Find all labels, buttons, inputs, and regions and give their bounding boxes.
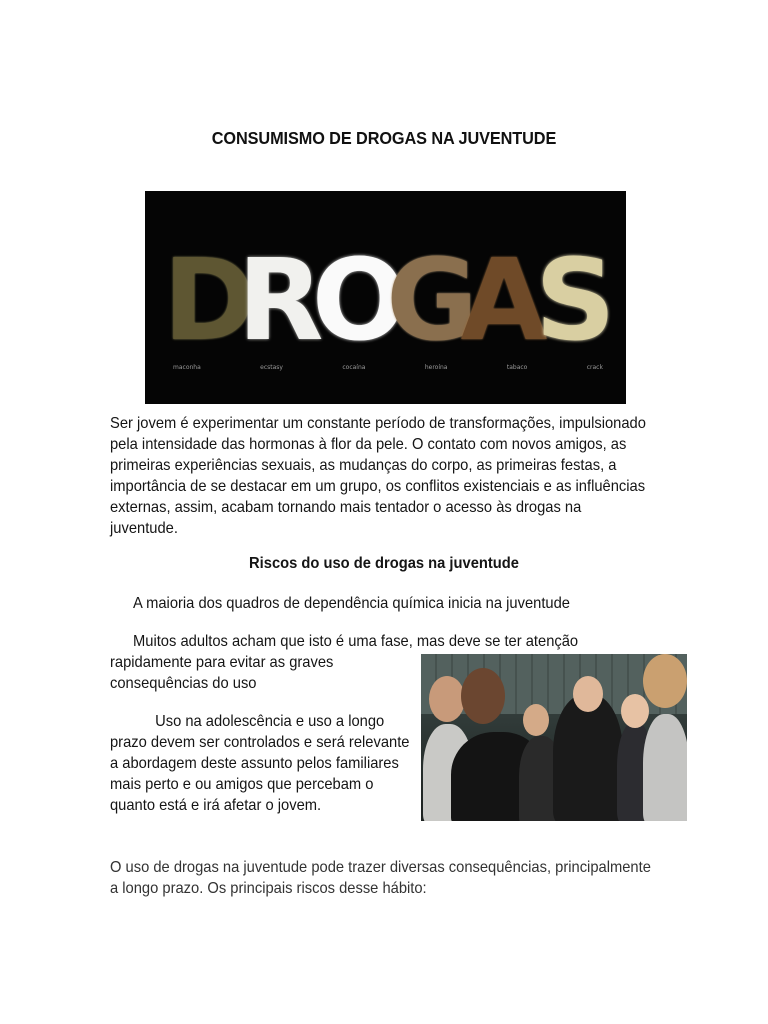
banner-letter: D (163, 236, 256, 366)
banner-letter: A (460, 236, 548, 366)
banner-letter: R (237, 236, 324, 366)
banner-caption: crack (586, 364, 603, 371)
banner-captions (173, 364, 603, 371)
paragraph-adults-rest: rapidamente para evitar as graves consequências do uso (110, 654, 334, 692)
photo-head (461, 668, 505, 724)
banner-word (163, 236, 616, 366)
photo-head (573, 676, 603, 712)
section-title: Riscos do uso de drogas na juventude (249, 555, 519, 572)
banner-letter: G (386, 236, 479, 366)
paragraph-consequences: O uso de drogas na juventude pode trazer diversas consequências, principalmente a longo prazo. Os principais riscos desse hábito: (110, 859, 651, 897)
photo-head (621, 694, 649, 728)
document-title: CONSUMISMO DE DROGAS NA JUVENTUDE (211, 128, 557, 148)
banner-letter: S (534, 236, 616, 366)
paragraph-dependency: A maioria dos quadros de dependência química inicia na juventude (133, 595, 570, 612)
drogas-banner-image (145, 191, 626, 404)
banner-caption: tabaco (506, 364, 528, 371)
banner-caption: ecstasy (260, 364, 283, 371)
photo-person (643, 714, 687, 821)
intro-paragraph: Ser jovem é experimentar um constante período de transformações, impulsionado pela intensidade das hormonas à flor da pele. O contato com novos amigos, as primeiras experiências sexuais, as mudanças do corpo, as primeiras festas, a importância de se destacar em um grupo, os conflitos existenciais e as influências externas, assim, acabam tornando mais tentador o acesso às drogas na juventude. (110, 415, 646, 537)
banner-caption: maconha (173, 364, 201, 371)
photo-person (553, 694, 623, 821)
youth-group-photo (421, 654, 687, 821)
photo-head (643, 654, 687, 708)
banner-caption: heroína (424, 364, 448, 371)
paragraph-adults-line1: Muitos adultos acham que isto é uma fase, mas deve se ter atenção (133, 633, 579, 650)
photo-head (523, 704, 549, 736)
paragraph-adolescence-text: Uso na adolescência e uso a longo prazo devem ser controlados e será relevante a abordagem deste assunto pelos familiares mais perto e ou amigos que percebam o quanto está e irá afetar o jovem. (110, 713, 410, 814)
banner-letter: O (311, 236, 407, 366)
photo-head (429, 676, 465, 722)
banner-caption: cocaína (342, 364, 366, 371)
paragraph-adolescence (110, 711, 418, 816)
